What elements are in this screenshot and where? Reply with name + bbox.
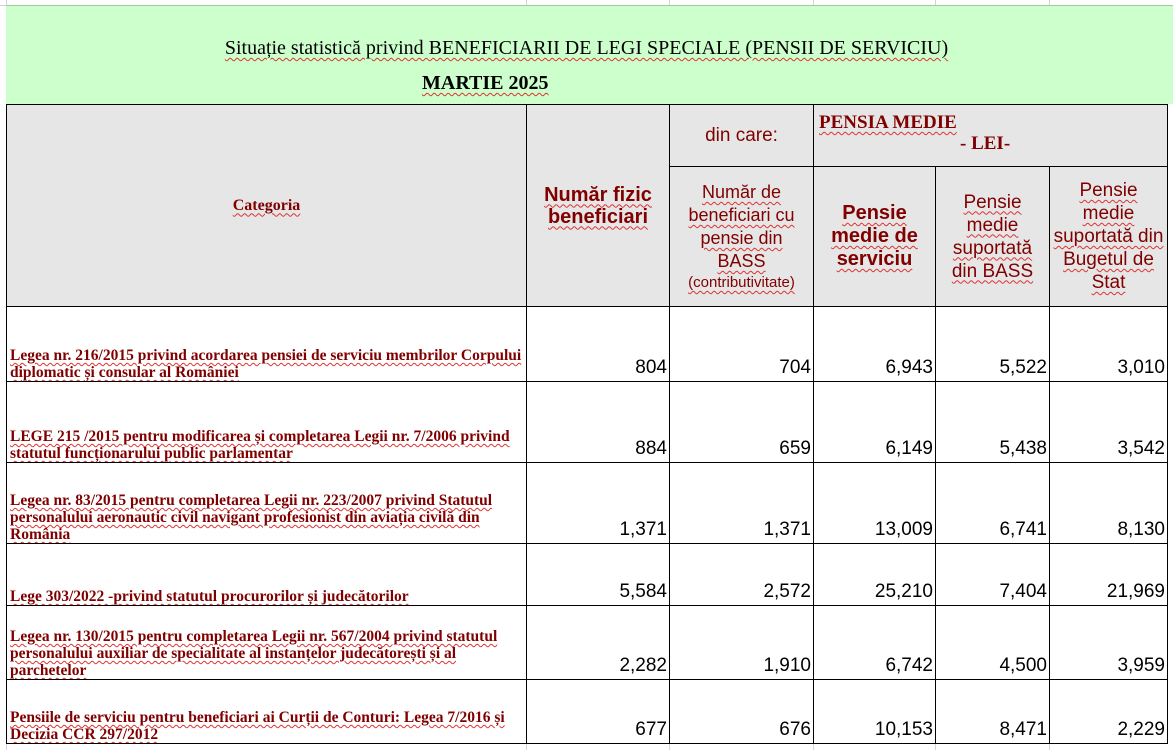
row-pensie-bass: 5,438 (936, 382, 1050, 463)
table-row (7, 544, 1168, 606)
header-pensia-medie: PENSIA MEDIE - LEI- (814, 105, 1168, 167)
row-numar-fizic: 1,371 (527, 463, 670, 544)
row-pensie-buget: 3,010 (1050, 307, 1168, 382)
row-pensie-buget: 21,969 (1050, 544, 1168, 606)
row-categoria: Legea nr. 130/2015 pentru completarea Legii nr. 567/2004 privind statutul personalului auxiliar de specialitate al instanțelor judecătorești și al parchetelor (7, 606, 527, 680)
row-pensie-bass: 7,404 (936, 544, 1050, 606)
row-numar-fizic: 884 (527, 382, 670, 463)
row-numar-fizic: 677 (527, 680, 670, 744)
row-pensie-buget: 8,130 (1050, 463, 1168, 544)
row-numar-bass: 676 (670, 680, 814, 744)
row-numar-fizic: 804 (527, 307, 670, 382)
table-row (7, 382, 1168, 463)
row-numar-bass: 1,371 (670, 463, 814, 544)
page-title: Situație statistică privind BENEFICIARII DE LEGI SPECIALE (PENSII DE SERVICIU) (224, 37, 949, 59)
table-row (7, 680, 1168, 744)
statistics-table (6, 104, 1168, 744)
row-pensie-bass: 8,471 (936, 680, 1050, 744)
row-pensie-serviciu: 25,210 (814, 544, 936, 606)
row-numar-bass: 2,572 (670, 544, 814, 606)
row-pensie-buget: 3,959 (1050, 606, 1168, 680)
row-pensie-serviciu: 6,943 (814, 307, 936, 382)
row-numar-bass: 659 (670, 382, 814, 463)
row-categoria: Pensiile de serviciu pentru beneficiari ai Curții de Conturi: Legea 7/2016 și Decizia CCR 297/2012 (7, 680, 527, 744)
table-row (7, 606, 1168, 680)
row-pensie-serviciu: 13,009 (814, 463, 936, 544)
row-pensie-serviciu: 10,153 (814, 680, 936, 744)
header-din-care: din care: (670, 105, 814, 167)
row-pensie-bass: 6,741 (936, 463, 1050, 544)
row-pensie-serviciu: 6,149 (814, 382, 936, 463)
row-categoria: Lege 303/2022 -privind statutul procurorilor și judecătorilor (7, 544, 527, 606)
report-month: MARTIE 2025 (422, 72, 549, 94)
table-row (7, 307, 1168, 382)
header-numar-bass: Număr de beneficiari cu pensie din BASS (contributivitate) (670, 167, 814, 307)
row-pensie-buget: 3,542 (1050, 382, 1168, 463)
row-categoria: LEGE 215 /2015 pentru modificarea și completarea Legii nr. 7/2006 privind statutul funcționarului public parlamentar (7, 382, 527, 463)
header-numar-fizic: Număr fizic beneficiari (527, 105, 670, 307)
row-categoria: Legea nr. 83/2015 pentru completarea Legii nr. 223/2007 privind Statutul personalului aeronautic civil navigant profesionist din aviația civilă din România (7, 463, 527, 544)
row-pensie-buget: 2,229 (1050, 680, 1168, 744)
row-categoria: Legea nr. 216/2015 privind acordarea pensiei de serviciu membrilor Corpului diplomatic și consular al României (7, 307, 527, 382)
row-pensie-serviciu: 6,742 (814, 606, 936, 680)
header-pensie-serviciu: Pensie medie de serviciu (814, 167, 936, 307)
row-numar-fizic: 5,584 (527, 544, 670, 606)
row-pensie-bass: 4,500 (936, 606, 1050, 680)
header-categoria: Categoria (7, 105, 527, 307)
row-numar-bass: 704 (670, 307, 814, 382)
header-pensie-buget: Pensie medie suportată din Bugetul de Stat (1050, 167, 1168, 307)
row-numar-fizic: 2,282 (527, 606, 670, 680)
table-row (7, 463, 1168, 544)
row-numar-bass: 1,910 (670, 606, 814, 680)
header-pensie-bass: Pensie medie suportată din BASS (936, 167, 1050, 307)
row-pensie-bass: 5,522 (936, 307, 1050, 382)
